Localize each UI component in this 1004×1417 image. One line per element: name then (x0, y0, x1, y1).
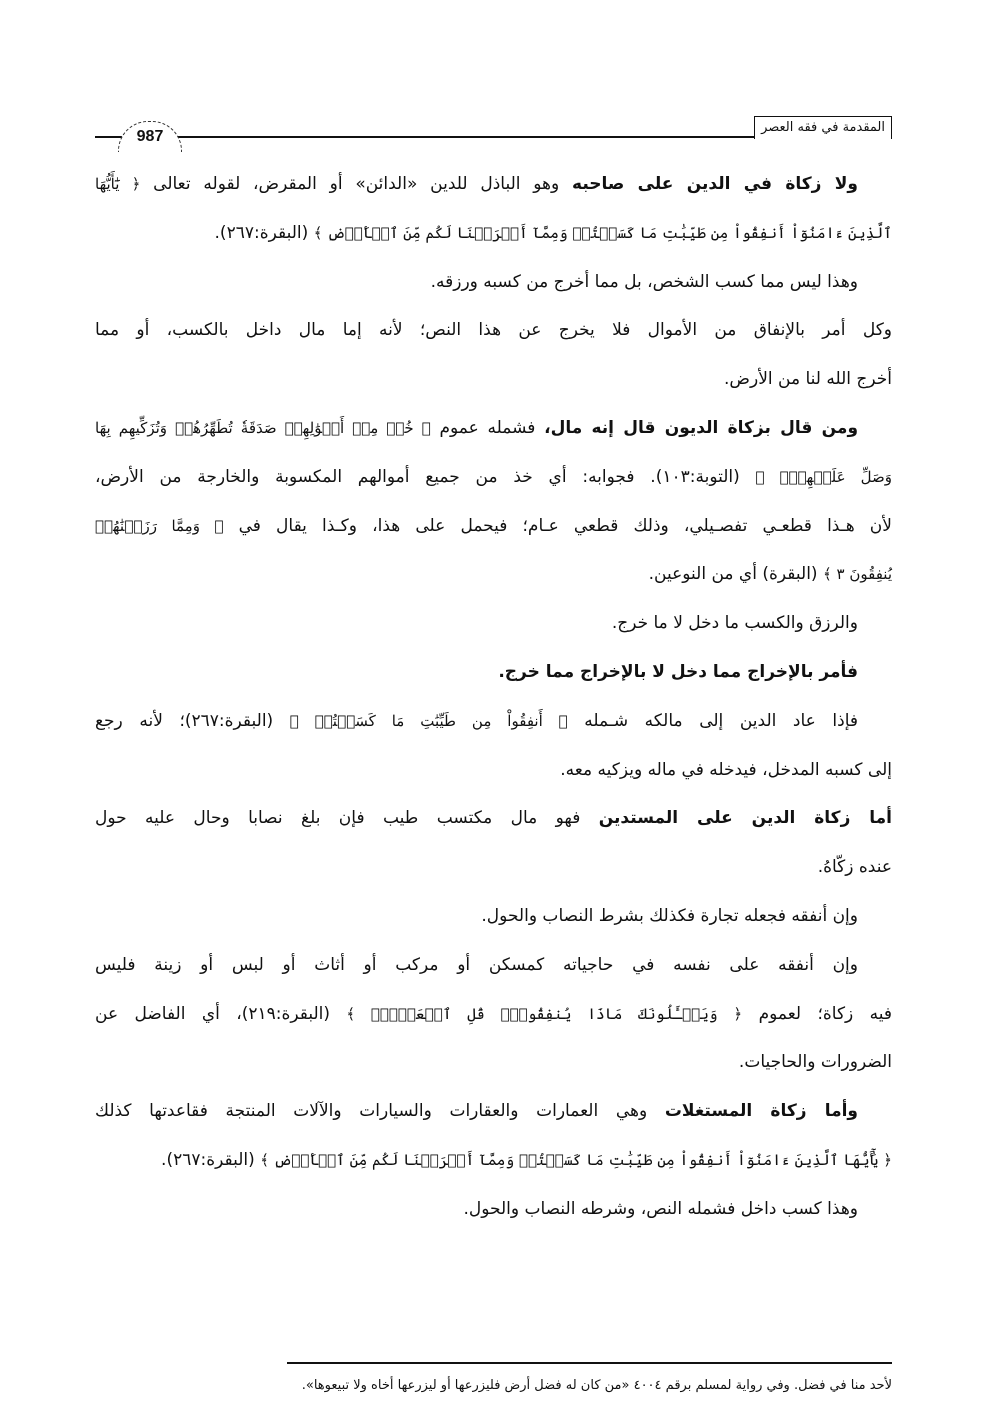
bold-heading: فأمر بالإخراج مما دخل لا بالإخراج مما خرج. (498, 661, 858, 682)
text-line (95, 213, 892, 262)
text: وإن أنفقه على نفسه في حاجياته كمسكن أو مركب أو أثاث أو لبس أو زينة فليس (95, 954, 858, 975)
bold-heading: أما زكاة الدين على المستدين (598, 808, 892, 829)
text: فيه زكاة؛ لعموم (742, 1003, 892, 1024)
text-line (95, 994, 892, 1043)
text: (البقرة:٢٦٧). (161, 1149, 261, 1170)
bold-heading: ومن قال بزكاة الديون قال إنه مال، (544, 417, 859, 438)
quran-quote: ﴿ وَمِمَّا رَزَقۡنَٰهُمۡ (95, 516, 224, 535)
text: إلى كسبه المدخل، فيدخله في ماله ويزكيه معه. (560, 759, 892, 780)
text-line (95, 554, 892, 603)
text-line (95, 701, 892, 750)
text-line (95, 506, 892, 555)
text-line (95, 603, 892, 652)
quran-quote: ٱلَّذِينَ ءَامَنُوٓاْ أَنفِقُواْ مِن طَيِّبَٰتِ مَا كَسَبۡتُمۡ وَمِمَّآ أَخۡرَجۡنَا لَكُم مِّنَ ٱلۡأَرۡضِ ﴾ (313, 223, 892, 242)
text: عنده زكّاهُ. (817, 857, 892, 878)
text-line (95, 945, 892, 994)
text: فهو مال مكتسب طيب فإن بلغ نصابا وحال عليه حول (95, 808, 599, 829)
text: (التوبة:١٠٣). فجوابه: أي خذ من جميع أموالهم المكسوبة والخارجة من الأرض، (95, 466, 756, 487)
quran-quote: ﴿ يَٰٓأَيُّهَا (95, 175, 141, 193)
text-line (95, 262, 892, 311)
text-line (95, 896, 892, 945)
text-line (95, 1189, 892, 1238)
text: (البقرة:٢٦٧). (214, 222, 314, 243)
page-body (95, 164, 892, 1238)
text: لأن هـذا قطعـي تفصـيلي، وذلك قطعي عـام؛ فيحمل على هذا، وكـذا يقال في (223, 515, 892, 536)
text: وهو الباذل للدين «الدائن» أو المقرض، لقوله تعالى (140, 174, 573, 194)
text-line (95, 408, 892, 457)
text: (البقرة) أي من النوعين. (648, 564, 823, 585)
footnote-separator (287, 1362, 892, 1364)
text: وهذا ليس مما كسب الشخص، بل مما أخرج من كسبه ورزقه. (430, 271, 858, 292)
quran-quote: يُنفِقُونَ ٣ ﴾ (822, 565, 892, 584)
text-line (95, 1091, 892, 1140)
text: وهذا كسب داخل فشمله النص، وشرطه النصاب والحول. (463, 1198, 858, 1219)
text: الضرورات والحاجيات. (738, 1052, 892, 1073)
text-line (95, 847, 892, 896)
text-line (95, 1042, 892, 1091)
text: وإن أنفقه فجعله تجارة فكذلك بشرط النصاب والحول. (481, 905, 858, 926)
text-line (95, 750, 892, 799)
text: أخرج الله لنا من الأرض. (724, 369, 892, 390)
footnote: لأحد منا في فضل. وفي رواية لمسلم برقم ٤٠٠٤ «من كان له فضل أرض فليزرعها أو ليزرعها أخاه ولا تبيعوها». (301, 1378, 892, 1393)
running-title: المقدمة في فقه العصر (754, 116, 892, 139)
quran-quote: ﴿ خُذۡ مِنۡ أَمۡوَٰلِهِمۡ صَدَقَةٗ تُطَهِّرُهُمۡ وَتُزَكِّيهِم بِهَا (95, 418, 431, 437)
text-line (95, 310, 892, 359)
text-line (95, 457, 892, 506)
bold-heading: ولا زكاة في الدين على صاحبه (572, 174, 858, 194)
page-number: 987 (118, 121, 182, 152)
text: (البقرة:٢٦٧)؛ لأنه رجع (95, 710, 290, 731)
text-line (95, 798, 892, 847)
text: فشمله عموم (430, 417, 545, 438)
quran-quote: وَصَلِّ عَلَيۡهِمۡۖ ﴾ (755, 467, 892, 486)
text: فإذا عاد الدين إلى مالكه شـمله (567, 710, 858, 731)
quran-quote: ﴿ يَٰٓأَيُّهَا ٱلَّذِينَ ءَامَنُوٓاْ أَنفِقُواْ مِن طَيِّبَٰتِ مَا كَسَبۡتُمۡ وَمِمَّآ أَخۡرَجۡنَا لَكُم مِّنَ ٱلۡأَرۡضِ ﴾ (260, 1150, 892, 1169)
text: (البقرة:٢١٩)، أي الفاضل عن (95, 1003, 347, 1024)
text: وهي العمارات والعقارات والسيارات والآلات المنتجة فقاعدتها كذلك (95, 1101, 665, 1122)
text-line (95, 1140, 892, 1189)
text-line (95, 652, 892, 701)
bold-heading: وأما زكاة المستغلات (664, 1101, 858, 1122)
quran-quote: ﴿ وَيَسۡـَٔلُونَكَ مَاذَا يُنفِقُونَۖ قُلِ ٱلۡعَفۡوَۗ ﴾ (346, 1004, 743, 1023)
quran-quote: ﴿ أَنفِقُواْ مِن طَيِّبَٰتِ مَا كَسَبۡتُمۡ ﴾ (289, 711, 568, 730)
text: وكل أمر بالإنفاق من الأموال فلا يخرج عن هذا النص؛ لأنه إما مال داخل بالكسب، أو مما (95, 320, 892, 341)
text: والرزق والكسب ما دخل لا ما خرج. (611, 613, 858, 634)
text-line (95, 164, 892, 213)
text-line (95, 359, 892, 408)
